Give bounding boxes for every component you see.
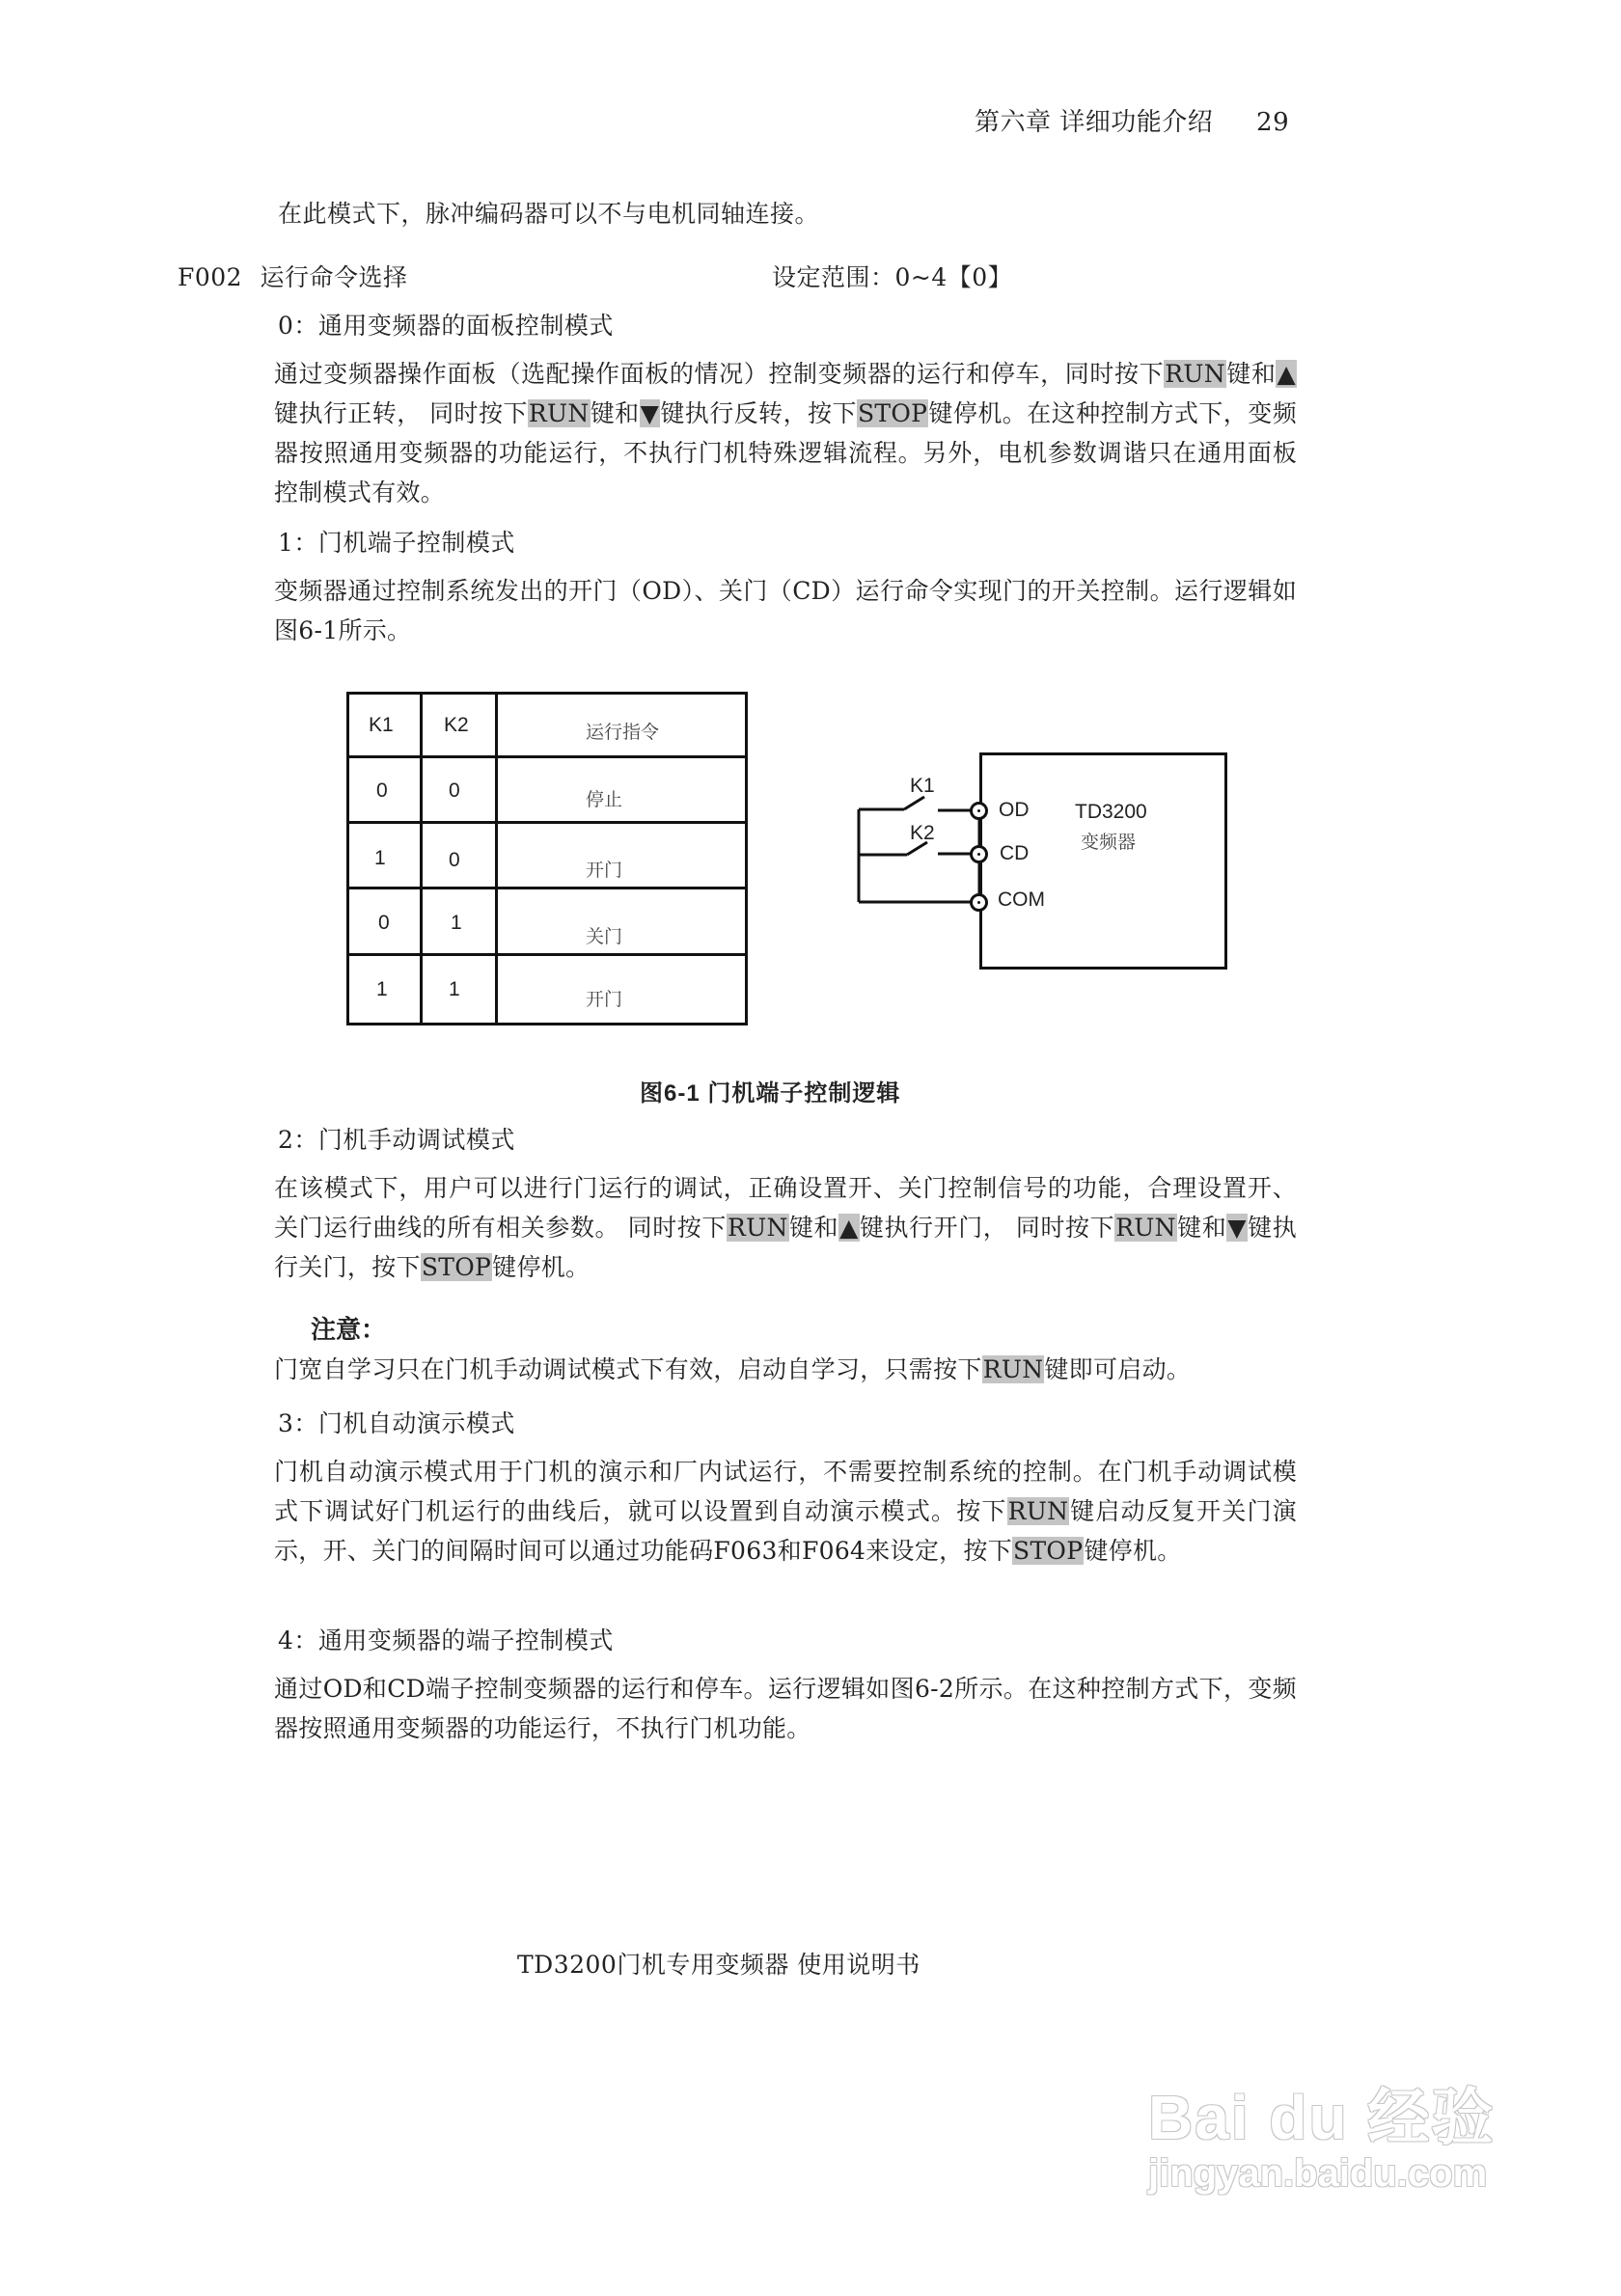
param-code: F002 <box>178 263 243 291</box>
param-heading <box>178 263 408 292</box>
mode-2-title: 2：门机手动调试模式 <box>278 1126 515 1154</box>
table-cell: 0 <box>449 849 460 871</box>
mode-3-title: 3：门机自动演示模式 <box>278 1409 515 1437</box>
table-header-k2: K2 <box>444 714 469 736</box>
table-cell: 关门 <box>586 927 623 947</box>
param-range: 设定范围：0~4【0】 <box>772 263 1013 291</box>
note-title: 注意： <box>311 1315 387 1344</box>
table-cell: 开门 <box>586 990 623 1010</box>
mode-0-title: 0：通用变频器的面板控制模式 <box>278 312 614 340</box>
stop-key: STOP <box>421 1253 492 1281</box>
up-key-icon: ▲ <box>839 1214 859 1242</box>
terminal-od-icon <box>970 802 988 820</box>
terminal-com-label: COM <box>998 888 1045 911</box>
intro-line: 在此模式下，脉冲编码器可以不与电机同轴连接。 <box>278 200 820 228</box>
switch-k2-label: K2 <box>910 822 935 844</box>
run-key: RUN <box>528 399 590 427</box>
table-cell: 开门 <box>586 861 623 881</box>
stop-key: STOP <box>857 399 928 427</box>
table-cell: 0 <box>376 779 388 802</box>
mode-0-body: 通过变频器操作面板（选配操作面板的情况）控制变频器的运行和停车，同时按下RUN键和▲键执行正转， 同时按下RUN键和▼键执行反转，按下STOP键停机。在这种控制方式下，变频器按照通用变频器的功能运行，不执行门机特殊逻辑流程。另外，电机参数调谐只在通用面板控制模式有效。 <box>274 360 1298 506</box>
baidu-url: jingyan.baidu.com <box>1148 2152 1488 2195</box>
run-key: RUN <box>1115 1214 1176 1242</box>
table-cell: 0 <box>449 779 460 802</box>
mode-1-body: 变频器通过控制系统发出的开门（OD）、关门（CD）运行命令实现门的开关控制。运行逻辑如图6-1所示。 <box>274 577 1297 644</box>
note-body: 门宽自学习只在门机手动调试模式下有效，启动自学习，只需按下RUN键即可启动。 <box>274 1355 1192 1383</box>
run-key: RUN <box>727 1214 788 1242</box>
run-key: RUN <box>1007 1497 1069 1525</box>
device-model: TD3200 <box>1075 801 1147 823</box>
run-key: RUN <box>1165 360 1225 388</box>
down-key-icon: ▼ <box>1227 1214 1248 1242</box>
chapter-title: 第六章 详细功能介绍 <box>975 108 1214 137</box>
terminal-cd-label: CD <box>1000 842 1030 864</box>
table-cell: 1 <box>376 978 388 1000</box>
running-header <box>975 108 1289 137</box>
down-key-icon: ▼ <box>640 399 660 427</box>
table-header-k1: K1 <box>369 714 394 736</box>
mode-2-body: 在该模式下，用户可以进行门运行的调试，正确设置开、关门控制信号的功能，合理设置开、关门运行曲线的所有相关参数。 同时按下RUN键和▲键执行开门， 同时按下RUN键和▼键执行关门，按下STOP键停机。 <box>274 1174 1297 1281</box>
baidu-logo: Bai du 经验 <box>1148 2083 1496 2152</box>
device-name: 变频器 <box>1081 833 1137 853</box>
mode-1-title: 1：门机端子控制模式 <box>278 529 515 557</box>
baidu-watermark <box>1148 2084 1495 2196</box>
mode-4-title: 4：通用变频器的端子控制模式 <box>278 1626 614 1654</box>
mode-3-body: 门机自动演示模式用于门机的演示和厂内试运行，不需要控制系统的控制。在门机手动调试模式下调试好门机运行的曲线后，就可以设置到自动演示模式。按下RUN键启动反复开关门演示，开、关门的间隔时间可以通过功能码F063和F064来设定，按下STOP键停机。 <box>274 1458 1298 1565</box>
truth-table <box>346 692 748 1025</box>
figure-caption: 图6-1 门机端子控制逻辑 <box>640 1080 901 1107</box>
param-name: 运行命令选择 <box>260 263 408 291</box>
mode-4-body: 通过OD和CD端子控制变频器的运行和停车。运行逻辑如图6-2所示。在这种控制方式下，变频器按照通用变频器的功能运行，不执行门机功能。 <box>274 1675 1297 1742</box>
page-footer: TD3200门机专用变频器 使用说明书 <box>517 1951 920 1979</box>
table-cell: 1 <box>451 912 462 934</box>
up-key-icon: ▲ <box>1277 360 1296 388</box>
terminal-com-icon <box>970 893 988 912</box>
table-header-command: 运行指令 <box>586 723 660 743</box>
terminal-cd-icon <box>970 845 988 863</box>
stop-key: STOP <box>1013 1537 1084 1565</box>
table-cell: 0 <box>378 912 390 934</box>
table-cell: 1 <box>374 847 386 869</box>
table-cell: 停止 <box>586 790 623 810</box>
page-number: 29 <box>1256 108 1290 137</box>
table-cell: 1 <box>449 978 460 1000</box>
terminal-od-label: OD <box>999 799 1030 821</box>
switch-k1-label: K1 <box>910 775 935 797</box>
run-key: RUN <box>982 1355 1044 1383</box>
